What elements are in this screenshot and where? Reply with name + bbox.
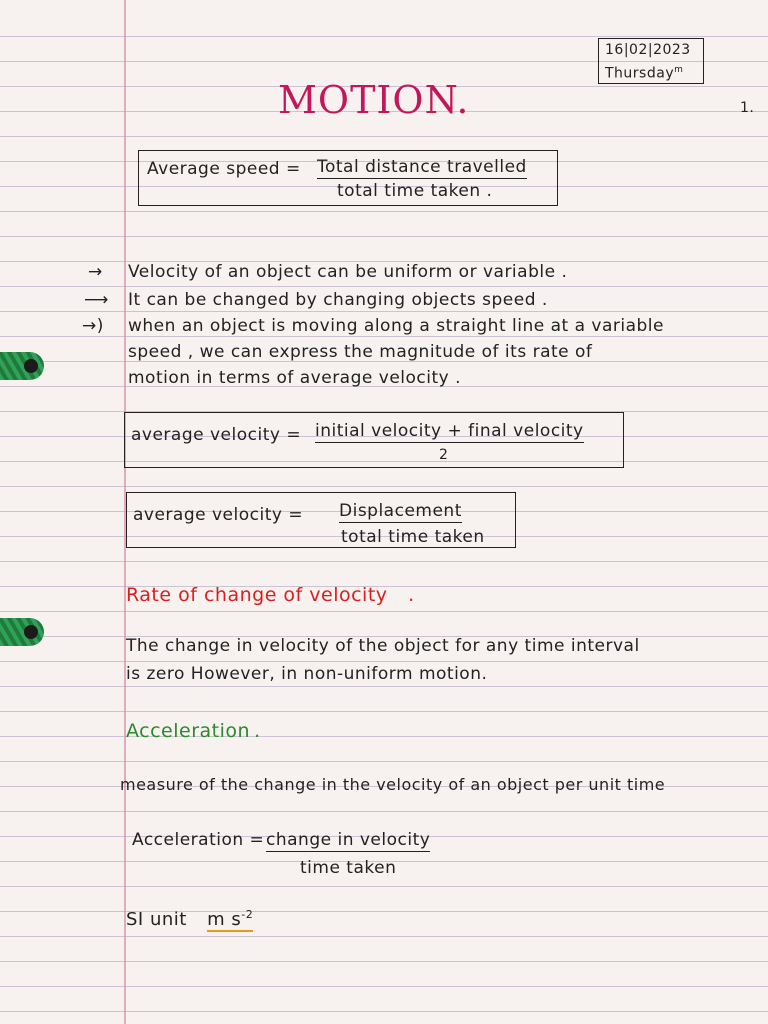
acceleration-definition: measure of the change in the velocity of an object per unit time xyxy=(120,775,666,794)
acceleration-heading-text: Acceleration xyxy=(126,720,251,742)
date-box xyxy=(598,38,704,84)
si-unit-exponent: -2 xyxy=(241,908,254,921)
bullet-text-3: when an object is moving along a straight line at a variable xyxy=(128,316,664,336)
si-unit-value xyxy=(207,909,253,932)
average-speed-label: Average speed = xyxy=(147,159,301,179)
bullet-arrow-3: →) xyxy=(82,316,104,336)
average-velocity-label-2: average velocity = xyxy=(133,505,304,525)
date-text: 16|02|2023 xyxy=(605,42,691,58)
rate-heading-text: Rate of change of velocity xyxy=(126,584,388,606)
bullet-continuation-2: motion in terms of average velocity . xyxy=(128,368,461,388)
si-unit-label: SI unit xyxy=(126,909,187,930)
rate-text-1: The change in velocity of the object for any time interval xyxy=(126,636,640,656)
si-unit-line xyxy=(126,908,253,930)
day-line xyxy=(605,60,697,84)
average-velocity-box-2 xyxy=(126,492,516,548)
acceleration-heading-dot: . xyxy=(254,720,261,742)
average-velocity-denominator-1: 2 xyxy=(439,447,449,463)
day-text: Thursday xyxy=(605,65,675,82)
binder-ring-bottom xyxy=(0,618,44,646)
rate-heading xyxy=(126,584,415,606)
binder-ring-top xyxy=(0,352,44,380)
acceleration-formula-label: Acceleration = xyxy=(132,830,265,850)
rate-heading-dot: . xyxy=(408,584,415,606)
acceleration-formula-denominator: time taken xyxy=(300,858,397,878)
average-velocity-numerator-2: Displacement xyxy=(339,501,462,521)
acceleration-formula-numerator: change in velocity xyxy=(266,830,431,850)
bullet-arrow-1: → xyxy=(88,262,103,282)
average-velocity-denominator-2: total time taken xyxy=(341,527,485,547)
rate-text-2: is zero However, in non-uniform motion. xyxy=(126,664,488,684)
average-velocity-box-1 xyxy=(124,412,624,468)
day-suffix: m xyxy=(674,65,684,75)
bullet-text-2: It can be changed by changing objects speed . xyxy=(128,290,548,310)
average-velocity-label-1: average velocity = xyxy=(131,425,302,445)
average-speed-numerator: Total distance travelled xyxy=(317,157,527,177)
si-unit-base: m s xyxy=(207,909,242,930)
average-velocity-numerator-1: initial velocity + final velocity xyxy=(315,421,584,441)
bullet-arrow-2: ⟶ xyxy=(84,290,109,310)
page-number: 1. xyxy=(740,100,755,116)
average-speed-denominator: total time taken . xyxy=(337,181,493,201)
bullet-text-1: Velocity of an object can be uniform or variable . xyxy=(128,262,568,282)
acceleration-heading xyxy=(126,720,261,742)
average-speed-box xyxy=(138,150,558,206)
page-title: MOTION. xyxy=(278,78,470,122)
bullet-continuation-1: speed , we can express the magnitude of its rate of xyxy=(128,342,593,362)
